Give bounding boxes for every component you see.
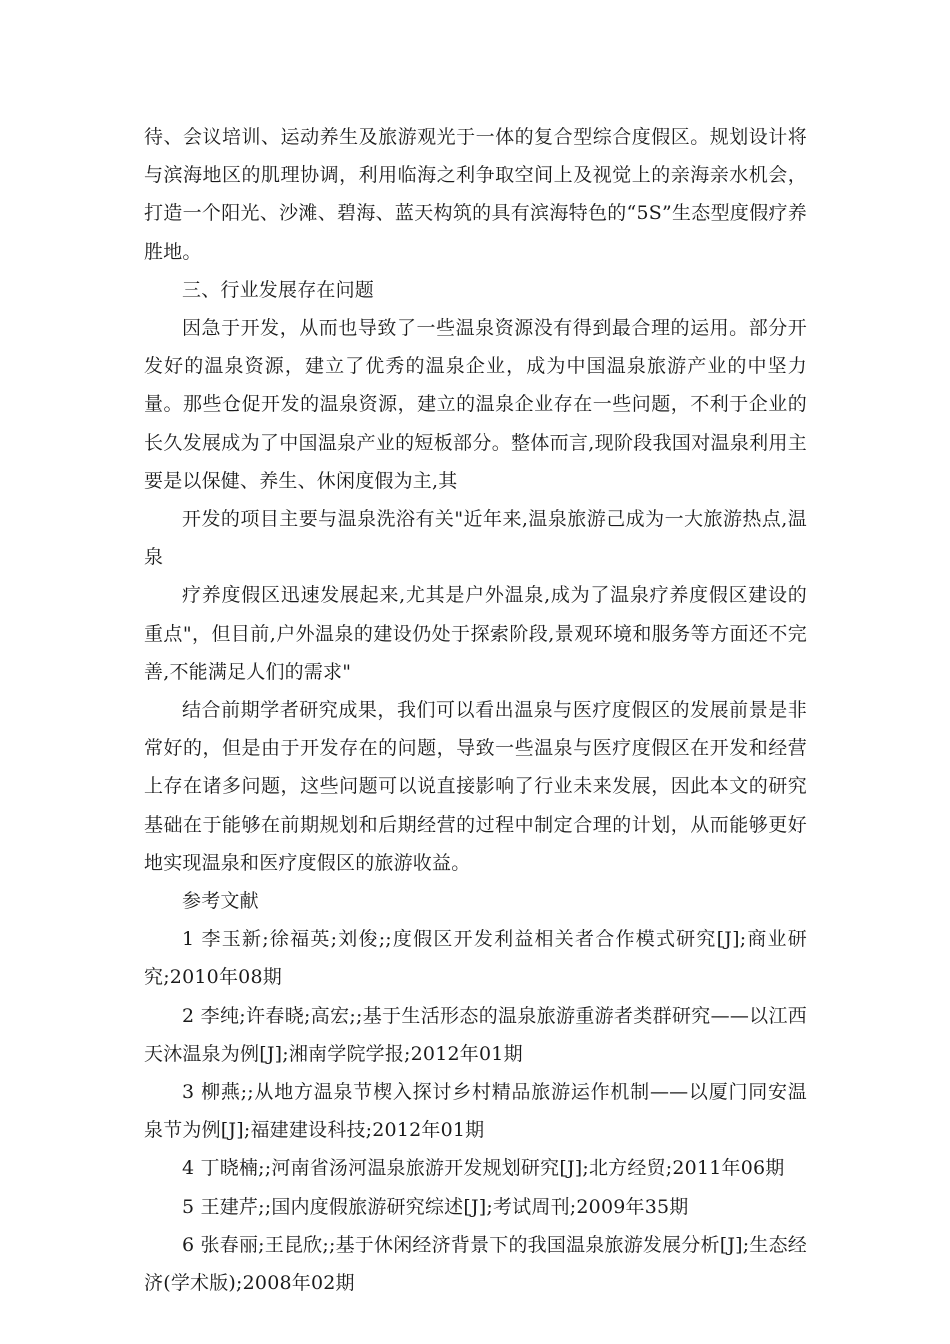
reference-item-4: 4 丁晓楠;;河南省汤河温泉旅游开发规划研究[J];北方经贸;2011年06期 (182, 1157, 785, 1180)
section-heading-3: 三、行业发展存在问题 (182, 278, 375, 301)
references-title: 参考文献 (182, 890, 259, 913)
paragraph-continued: 待、会议培训、运动养生及旅游观光于一体的复合型综合度假区。规划设计将与滨海地区的肌理协调，利用临海之利争取空间上及视觉上的亲海亲水机会，打造一个阳光、沙滩、碧海、蓝天构筑的具有滨海特色的“5S”生态型度假疗养胜地。 (144, 126, 807, 263)
paragraph-2: 开发的项目主要与温泉洗浴有关"近年来,温泉旅游己成为一大旅游热点,温泉 (144, 508, 807, 569)
reference-item-2: 2 李纯;许春晓;高宏;;基于生活形态的温泉旅游重游者类群研究——以江西天沐温泉为例[J];湘南学院学报;2012年01期 (144, 1004, 807, 1065)
reference-item-5: 5 王建芹;;国内度假旅游研究综述[J];考试周刊;2009年35期 (182, 1195, 689, 1218)
paragraph-3: 疗养度假区迅速发展起来,尤其是户外温泉,成为了温泉疗养度假区建设的重点"，但目前,户外温泉的建设仍处于探索阶段,景观环境和服务等方面还不完善,不能满足人们的需求" (144, 584, 807, 683)
reference-item-3: 3 柳燕;;从地方温泉节楔入探讨乡村精品旅游运作机制——以厦门同安温泉节为例[J];福建建设科技;2012年01期 (144, 1081, 807, 1142)
reference-item-6: 6 张春丽;王昆欣;;基于休闲经济背景下的我国温泉旅游发展分析[J];生态经济(学术版);2008年02期 (144, 1233, 807, 1295)
paragraph-1: 因急于开发，从而也导致了一些温泉资源没有得到最合理的运用。部分开发好的温泉资源，建立了优秀的温泉企业，成为中国温泉旅游产业的中坚力量。那些仓促开发的温泉资源，建立的温泉企业存在一些问题，不利于企业的长久发展成为了中国温泉产业的短板部分。整体而言,现阶段我国对温泉利用主要是以保健、养生、休闲度假为主,其 (144, 317, 807, 492)
paragraph-4: 结合前期学者研究成果，我们可以看出温泉与医疗度假区的发展前景是非常好的，但是由于开发存在的问题，导致一些温泉与医疗度假区在开发和经营上存在诸多问题，这些问题可以说直接影响了行业未来发展，因此本文的研究基础在于能够在前期规划和后期经营的过程中制定合理的计划，从而能够更好地实现温泉和医疗度假区的旅游收益。 (144, 699, 807, 874)
reference-item-1: 1 李玉新;徐福英;刘俊;;度假区开发利益相关者合作模式研究[J];商业研究;2010年08期 (144, 928, 807, 989)
document-page (144, 118, 807, 1302)
